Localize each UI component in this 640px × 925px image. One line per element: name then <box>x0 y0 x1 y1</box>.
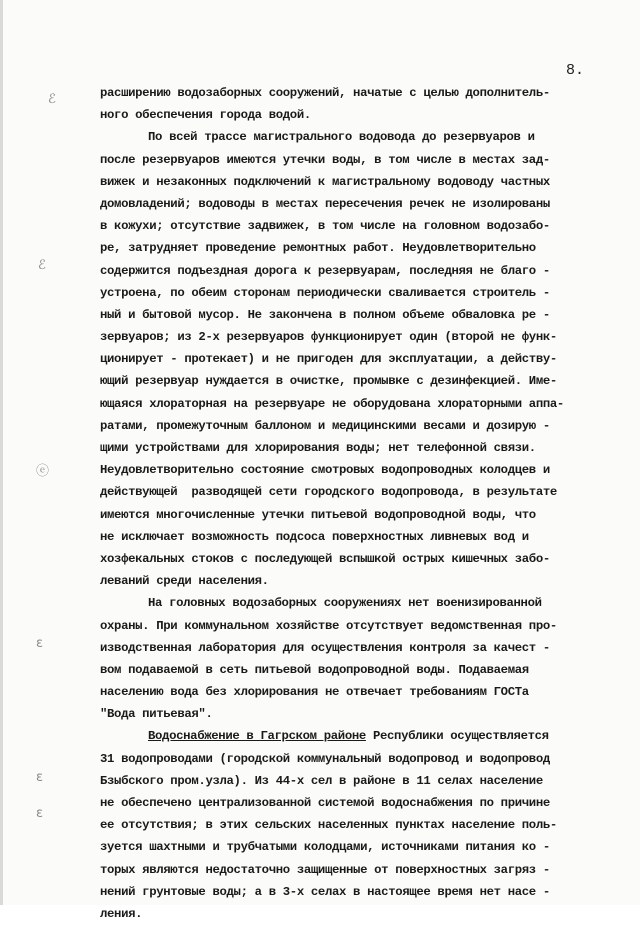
text-line: населению вода без хлорирования не отвечает требованиям ГОСТа <box>100 685 529 700</box>
margin-pencil-mark: ℰ <box>48 92 56 107</box>
margin-pencil-mark: ℰ <box>38 258 46 273</box>
text-line: действующей разводящей сети городского водопровода, в результате <box>100 485 557 500</box>
text-line: устроена, по обеим сторонам периодически сваливается строитель - <box>100 285 550 300</box>
underlined-heading-phrase: Водоснабжение в Гагрском районе <box>148 729 366 744</box>
text-line: Неудовлетворительно состояние смотровых водопроводных колодцев и <box>100 463 550 478</box>
text-line: домовладений; водоводы в местах пересечения речек не изолированы <box>100 196 550 211</box>
text-line: ющий резервуар нуждается в очистке, промывке с дезинфекцией. Име- <box>100 374 557 389</box>
text-line: изводственная лаборатория для осуществления контроля за качест - <box>100 640 550 655</box>
text-line: содержится подъездная дорога к резервуарам, последняя не благо - <box>100 263 550 278</box>
document-body <box>100 82 620 925</box>
text-line: Бзыбского пром.узла). Из 44-х сел в районе в 11 селах население <box>100 773 543 788</box>
text-line: "Вода питьевая". <box>100 707 213 722</box>
margin-pencil-mark: ɛ <box>36 770 44 785</box>
text-line: 31 водопроводами (городской коммунальный водопровод и водопровод <box>100 751 550 766</box>
text-line: ющаяся хлораторная на резервуаре не оборудована хлораторными аппа- <box>100 396 564 411</box>
text-line: торых являются недостаточно защищенные от поверхностных загряз - <box>100 862 550 877</box>
margin-pencil-mark: ɛ <box>36 806 44 821</box>
text-line: вом подаваемой в сеть питьевой водопроводной воды. Подаваемая <box>100 662 529 677</box>
text-line: щими устройствами для хлорирования воды; нет телефонной связи. <box>100 441 536 455</box>
text-line: после резервуаров имеются утечки воды, в том числе в местах зад- <box>100 152 550 167</box>
heading-line-rest: Республики осуществляется <box>365 729 549 744</box>
paragraph-start-line: На головных водозаборных сооружениях нет военизированной <box>148 596 542 611</box>
text-line: ный и бытовой мусор. Не закончена в полном объеме обваловка ре - <box>100 307 550 322</box>
paragraph-start-line <box>100 725 620 747</box>
text-line: зуется шахтными и трубчатыми колодцами, источниками питания ко - <box>100 840 550 855</box>
text-line: не исключает возможность подсоса поверхностных ливневых вод и <box>100 529 529 544</box>
page-edge-shadow <box>0 0 3 905</box>
text-line: ратами, промежуточным баллоном и медицинскими весами и дозирую - <box>100 418 550 433</box>
text-line: в кожухи; отсутствие задвижек, в том числе на головном водозабо- <box>100 219 550 234</box>
paragraph-start-line: По всей трассе магистрального водовода до резервуаров и <box>148 130 535 145</box>
text-line: ционирует - протекает) и не пригоден для эксплуатации, а действу- <box>100 352 557 367</box>
text-line: леваний среди населения. <box>100 574 269 589</box>
text-line: расширению водозаборных сооружений, начатые с целью дополнитель- <box>100 86 550 100</box>
text-line: ее отсутствия; в этих сельских населенных пунктах население поль- <box>100 818 557 833</box>
text-line: ре, затрудняет проведение ремонтных работ. Неудовлетворительно <box>100 241 536 256</box>
page-number: 8. <box>566 62 585 79</box>
text-line: хозфекальных стоков с последующей вспышкой острых кишечных забо- <box>100 551 550 566</box>
text-line: нений грунтовые воды; а в 3-х селах в настоящее время нет насе - <box>100 884 550 899</box>
text-line: ного обеспечения города водой. <box>100 108 311 123</box>
text-line: ления. <box>100 906 143 921</box>
text-line: имеются многочисленные утечки питьевой водопроводной воды, что <box>100 507 536 522</box>
text-line: не обеспечено централизованной системой водоснабжения по причине <box>100 796 550 810</box>
margin-pencil-mark: ⓔ <box>36 464 50 479</box>
text-line: зервуаров; из 2-х резервуаров функционирует один (второй не функ- <box>100 330 557 345</box>
text-line: вижек и незаконных подключений к магистральному водоводу частных <box>100 174 550 189</box>
margin-pencil-mark: ɛ <box>36 636 44 651</box>
text-line: охраны. При коммунальном хозяйстве отсутствует ведомственная про- <box>100 618 557 633</box>
